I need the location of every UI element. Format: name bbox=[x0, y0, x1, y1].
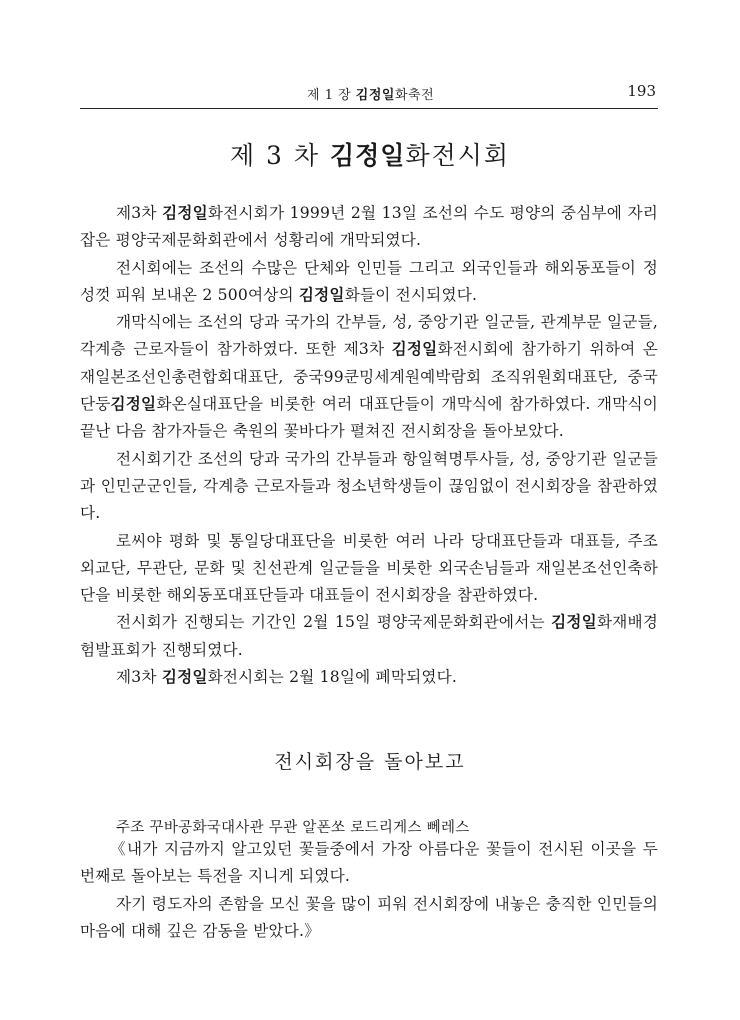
page-number: 193 bbox=[627, 82, 656, 100]
page-title: 제 3 차 김정일화전시회 bbox=[229, 141, 511, 170]
quote-paragraph-1: 《내가 지금까지 알고있던 꽃들중에서 가장 아름다운 꽃들이 전시된 이곳을 두번째로 돌아보는 특전을 지니게 되였다. bbox=[80, 840, 658, 886]
chapter-name-bold: 김정일 bbox=[355, 88, 395, 103]
paragraph-3: 개막식에는 조선의 당과 국가의 간부들, 성, 중앙기관 일군들, 관계부문 일군들, 각계층 근로자들이 참가하였다. 또한 제3차 김정일화전시회에 참가하기 위하여 온 재일본조선인총련합회대표단, 중국99쿤밍세계원예박람회 조직위원회대표단, 중국 단둥김정일화온실대표단을 비롯한 여러 대표단들이 개막식에 참가하였다. 개막식이 끝난 다음 참가자들은 축원의 꽃바다가 펼쳐진 전시회장을 돌아보았다. bbox=[80, 313, 658, 441]
paragraph-7: 제3차 김정일화전시회는 2월 18일에 폐막되였다. bbox=[116, 668, 458, 687]
speaker-quote bbox=[80, 836, 658, 945]
paragraph-1: 제3차 김정일화전시회가 1999년 2월 13일 조선의 수도 평양의 중심부에 자리잡은 평양국제문화회관에서 성황리에 개막되였다. bbox=[80, 204, 659, 250]
quote-paragraph-2: 자기 령도자의 존함을 모신 꽃을 많이 피워 전시회장에 내놓은 충직한 인민들의 마음에 대해 깊은 감동을 받았다.》 bbox=[80, 894, 658, 940]
chapter-label: 제 1 장 김정일화축전 bbox=[307, 88, 435, 103]
speaker-attribution: 주조 꾸바공화국대사관 무관 알폰쏘 로드리게스 뻬레스 bbox=[116, 820, 470, 836]
title-name-bold: 김정일 bbox=[329, 141, 406, 170]
paragraph-6: 전시회가 진행되는 기간인 2월 15일 평양국제문화회관에서는 김정일화재배경험발표회가 진행되였다. bbox=[80, 613, 658, 659]
article-body bbox=[80, 200, 658, 691]
section-subtitle: 전시회장을 돌아보고 bbox=[274, 751, 466, 773]
paragraph-4: 전시회기간 조선의 당과 국가의 간부들과 항일혁명투사들, 성, 중앙기관 일군들과 인민군군인들, 각계층 근로자들과 청소년학생들이 끊임없이 전시회장을 참관하였다. bbox=[80, 449, 658, 523]
paragraph-2: 전시회에는 조선의 수많은 단체와 인민들 그리고 외국인들과 해외동포들이 정성껏 피워 보내온 2 500여상의 김정일화들이 전시되였다. bbox=[80, 258, 658, 304]
running-header bbox=[80, 82, 658, 109]
paragraph-5: 로씨야 평화 및 통일당대표단을 비롯한 여러 나라 당대표단들과 대표들, 주조 외교단, 무관단, 문화 및 친선관계 일군들을 비롯한 외국손님들과 재일본조선인축하단을 비롯한 해외동포대표단들과 대표들이 전시회장을 참관하였다. bbox=[80, 531, 658, 605]
